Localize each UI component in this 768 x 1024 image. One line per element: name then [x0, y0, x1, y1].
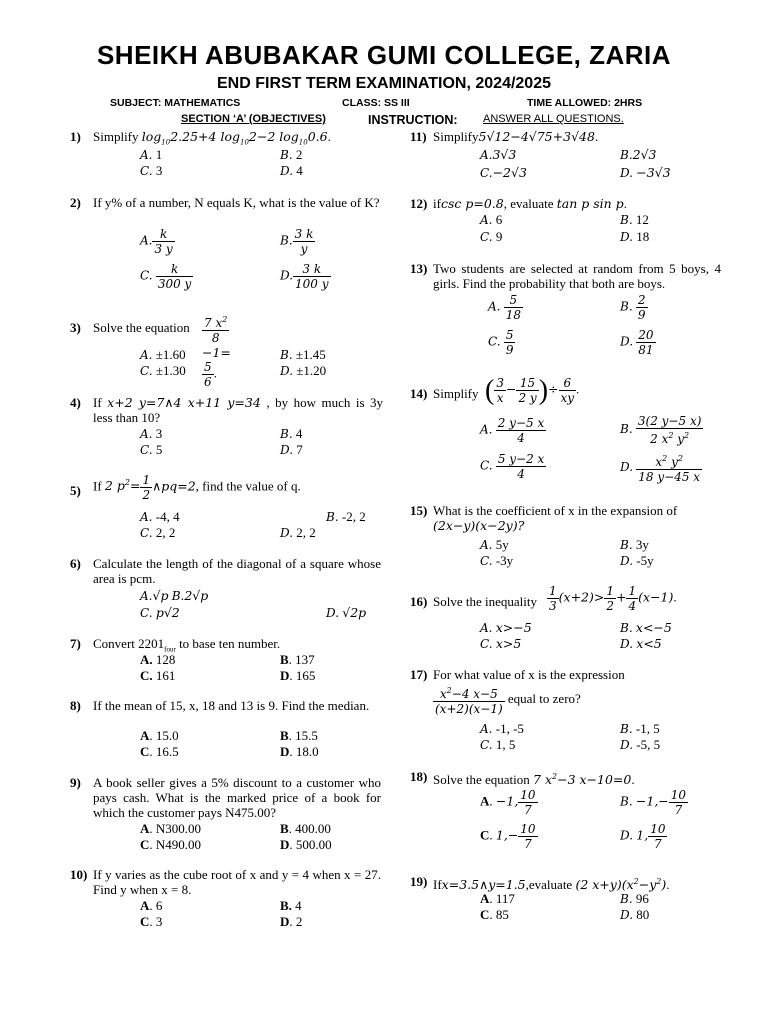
q17-option-b[interactable]: B. -1, 5	[620, 721, 660, 736]
q19-option-a[interactable]: A. 117	[480, 891, 515, 906]
q5-option-c[interactable]: C. 2, 2	[140, 525, 176, 540]
q4-option-b[interactable]: B. 4	[280, 426, 303, 441]
q1-option-b[interactable]: B. 2	[280, 147, 303, 162]
q18-option-b[interactable]: B. −1,− $\frac{10}{7}$	[620, 788, 687, 817]
q17-option-a[interactable]: A. -1, -5	[480, 721, 524, 736]
q3-option-c[interactable]: C. ±1.30	[140, 363, 186, 378]
school-name: SHEIKH ABUBAKAR GUMI COLLEGE, ZARIA	[96, 40, 672, 70]
q19-option-b[interactable]: B. 96	[620, 891, 649, 906]
section-title: SECTION ‘A’ (OBJECTIVES)	[181, 113, 326, 125]
q4-option-d[interactable]: D. 7	[280, 442, 303, 457]
q15-option-c[interactable]: C. -3y	[480, 553, 514, 568]
q3-option-a[interactable]: A. ±1.60	[140, 347, 186, 362]
q15-option-d[interactable]: D. -5y	[620, 553, 654, 568]
q14-option-c[interactable]: C. $\frac{5 y-2 x}{4}$	[480, 452, 545, 481]
q11-option-b[interactable]: B.2√3	[620, 147, 657, 162]
q18-option-a[interactable]: A. −1, $\frac{10}{7}$	[480, 788, 536, 817]
q12-option-a[interactable]: A. 6	[480, 212, 503, 227]
q6-option-d[interactable]: D. √2p	[326, 605, 367, 620]
q2-option-c[interactable]: C. $\frac{k}{300 y}$	[140, 262, 192, 291]
q2-option-b[interactable]: B. $\frac{3 k}{y}$	[280, 227, 314, 256]
q17-option-c[interactable]: C. 1, 5	[480, 737, 516, 752]
q7-option-d[interactable]: D. 165	[280, 668, 316, 683]
q12-option-b[interactable]: B. 12	[620, 212, 649, 227]
q6-option-ab[interactable]: A.√p B.2√p	[140, 588, 209, 603]
q19-option-d[interactable]: D. 80	[620, 907, 650, 922]
q6-option-c[interactable]: C. p√2	[140, 605, 180, 620]
q5-option-a[interactable]: A. -4, 4	[140, 509, 180, 524]
q12-option-c[interactable]: C. 9	[480, 229, 503, 244]
q2-option-a[interactable]: A. $\frac{k}{3 y}$	[140, 227, 173, 256]
q13-option-d[interactable]: D. $\frac{20}{81}$	[620, 328, 654, 357]
q13-option-a[interactable]: A. $\frac{5}{18}$	[488, 293, 522, 322]
q5-option-d[interactable]: D. 2, 2	[280, 525, 316, 540]
q9-option-d[interactable]: D. 500.00	[280, 837, 332, 852]
q7-option-b[interactable]: B. 137	[280, 652, 315, 667]
q16-option-c[interactable]: C. x>5	[480, 636, 522, 651]
q9-option-c[interactable]: C. N490.00	[140, 837, 202, 852]
q10-option-d[interactable]: D. 2	[280, 914, 303, 929]
q14-option-d[interactable]: D. $\frac{x^2 y^2}{18 y-45 x}$	[620, 454, 701, 484]
q18-option-d[interactable]: D. 1, $\frac{10}{7}$	[620, 822, 666, 851]
q11-option-c[interactable]: C.−2√3	[480, 165, 527, 180]
q11-option-a[interactable]: A.3√3	[480, 147, 517, 162]
q17-option-d[interactable]: D. -5, 5	[620, 737, 661, 752]
q1-option-a[interactable]: A. 1	[140, 147, 163, 162]
q16-option-a[interactable]: A. x>−5	[480, 620, 532, 635]
q8-option-a[interactable]: A. 15.0	[140, 728, 179, 743]
q7-option-c[interactable]: C. 161	[140, 668, 176, 683]
q9-option-a[interactable]: A. N300.00	[140, 821, 202, 836]
q3-option-b[interactable]: B. ±1.45	[280, 347, 326, 362]
subject-label: SUBJECT: MATHEMATICS	[110, 97, 241, 109]
q8-option-d[interactable]: D. 18.0	[280, 744, 319, 759]
q13-option-c[interactable]: C. $\frac{5}{9}$	[488, 328, 514, 357]
q3-option-d[interactable]: D. ±1.20	[280, 363, 327, 378]
q5-option-b[interactable]: B. -2, 2	[326, 509, 366, 524]
q12-option-d[interactable]: D. 18	[620, 229, 650, 244]
q8-option-c[interactable]: C. 16.5	[140, 744, 179, 759]
q10-option-b[interactable]: B. 4	[280, 898, 302, 913]
q9-option-b[interactable]: B. 400.00	[280, 821, 331, 836]
q18-option-c[interactable]: C. 1,− $\frac{10}{7}$	[480, 822, 536, 851]
q2-option-d[interactable]: D. $\frac{3 k}{100 y}$	[280, 262, 329, 291]
q10-option-c[interactable]: C. 3	[140, 914, 163, 929]
q15-option-a[interactable]: A. 5y	[480, 537, 509, 552]
exam-title: END FIRST TERM EXAMINATION, 2024/2025	[217, 75, 551, 92]
q14-option-a[interactable]: A. $\frac{2 y-5 x}{4}$	[480, 416, 545, 445]
q4-option-a[interactable]: A. 3	[140, 426, 163, 441]
class-label: CLASS: SS III	[342, 97, 410, 109]
q19-option-c[interactable]: C. 85	[480, 907, 509, 922]
q7-option-a[interactable]: A. 128	[140, 652, 176, 667]
q16-option-b[interactable]: B. x<−5	[620, 620, 672, 635]
instruction-text: ANSWER ALL QUESTIONS.	[483, 113, 624, 125]
q14-option-b[interactable]: B. $\frac{3(2 y-5 x)}{2 x^2 y^2}$	[620, 414, 702, 446]
q8-option-b[interactable]: B. 15.5	[280, 728, 318, 743]
q11-option-d[interactable]: D. −3√3	[620, 165, 671, 180]
time-label: TIME ALLOWED: 2HRS	[527, 97, 643, 109]
q10-option-a[interactable]: A. 6	[140, 898, 163, 913]
q15-option-b[interactable]: B. 3y	[620, 537, 649, 552]
instruction-label: INSTRUCTION:	[368, 113, 458, 127]
q4-option-c[interactable]: C. 5	[140, 442, 163, 457]
q1-option-c[interactable]: C. 3	[140, 163, 163, 178]
q16-option-d[interactable]: D. x<5	[620, 636, 662, 651]
q1-option-d[interactable]: D. 4	[280, 163, 303, 178]
q13-option-b[interactable]: B. $\frac{2}{9}$	[620, 293, 646, 322]
